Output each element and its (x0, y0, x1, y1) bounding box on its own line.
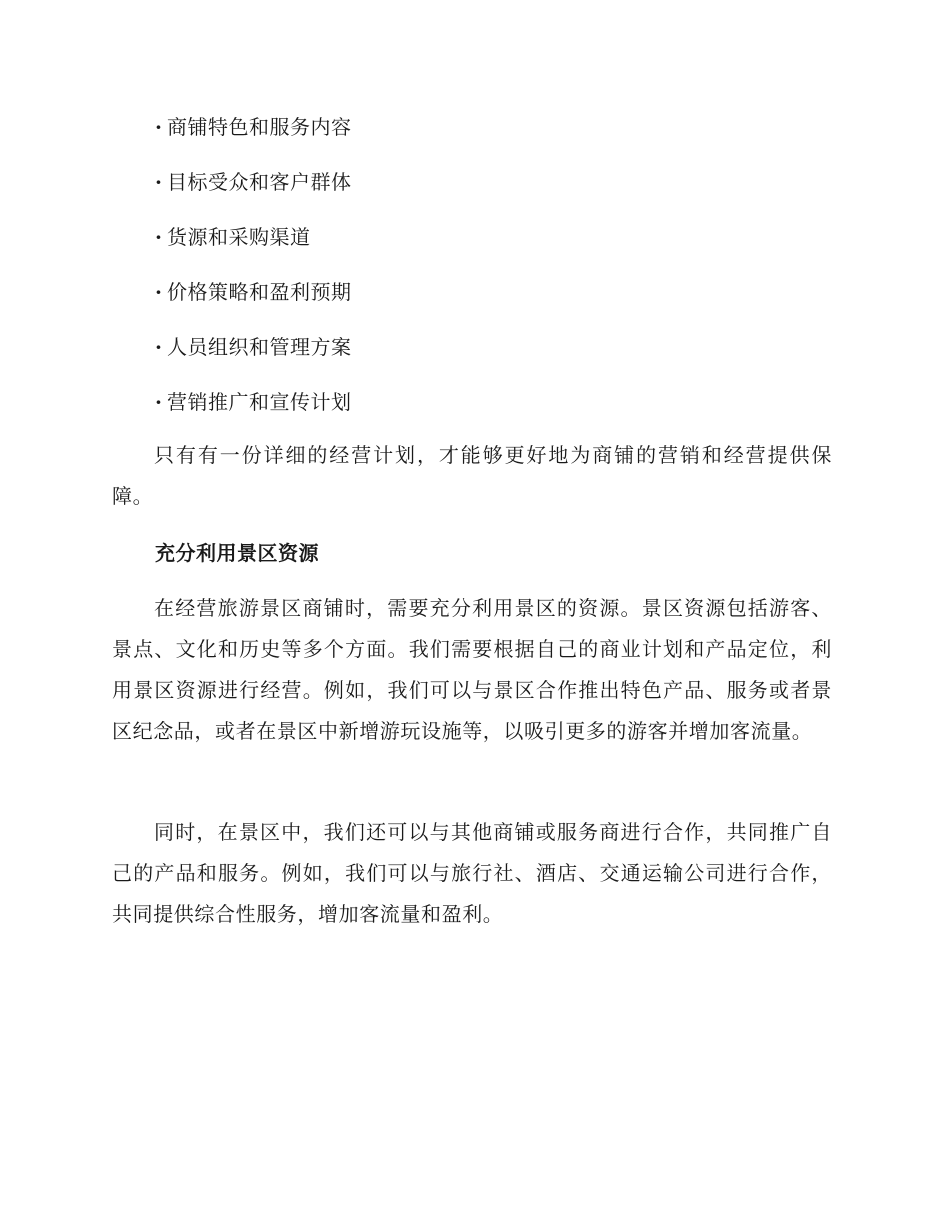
bullet-item (155, 332, 352, 362)
bullet-text: 人员组织和管理方案 (167, 335, 352, 359)
bullet-item (155, 167, 352, 197)
bullet-item (155, 222, 352, 252)
bullet-marker: · (155, 225, 163, 249)
cooperation-paragraph: 同时，在景区中，我们还可以与其他商铺或服务商进行合作，共同推广自己的产品和服务。例如，我们可以与旅行社、酒店、交通运输公司进行合作，共同提供综合性服务，增加客流量和盈利。 (112, 820, 832, 926)
plan-summary-paragraph: 只有有一份详细的经营计划，才能够更好地为商铺的营销和经营提供保障。 (112, 443, 832, 508)
bullet-marker: · (155, 115, 163, 139)
resources-paragraph: 在经营旅游景区商铺时，需要充分利用景区的资源。景区资源包括游客、景点、文化和历史等多个方面。我们需要根据自己的商业计划和产品定位，利用景区资源进行经营。例如，我们可以与景区合作推出特色产品、服务或者景区纪念品，或者在景区中新增游玩设施等，以吸引更多的游客并增加客流量。 (112, 596, 832, 743)
bullet-text: 营销推广和宣传计划 (167, 390, 352, 414)
section-heading: 充分利用景区资源 (155, 541, 319, 565)
bullet-marker: · (155, 170, 163, 194)
bullet-text: 商铺特色和服务内容 (167, 115, 352, 139)
plan-bullet-list (155, 112, 352, 417)
bullet-marker: · (155, 280, 163, 304)
bullet-marker: · (155, 335, 163, 359)
bullet-text: 货源和采购渠道 (167, 225, 311, 249)
bullet-item (155, 112, 352, 142)
bullet-text: 目标受众和客户群体 (167, 170, 352, 194)
bullet-text: 价格策略和盈利预期 (167, 280, 352, 304)
bullet-item (155, 277, 352, 307)
bullet-item (155, 387, 352, 417)
bullet-marker: · (155, 390, 163, 414)
